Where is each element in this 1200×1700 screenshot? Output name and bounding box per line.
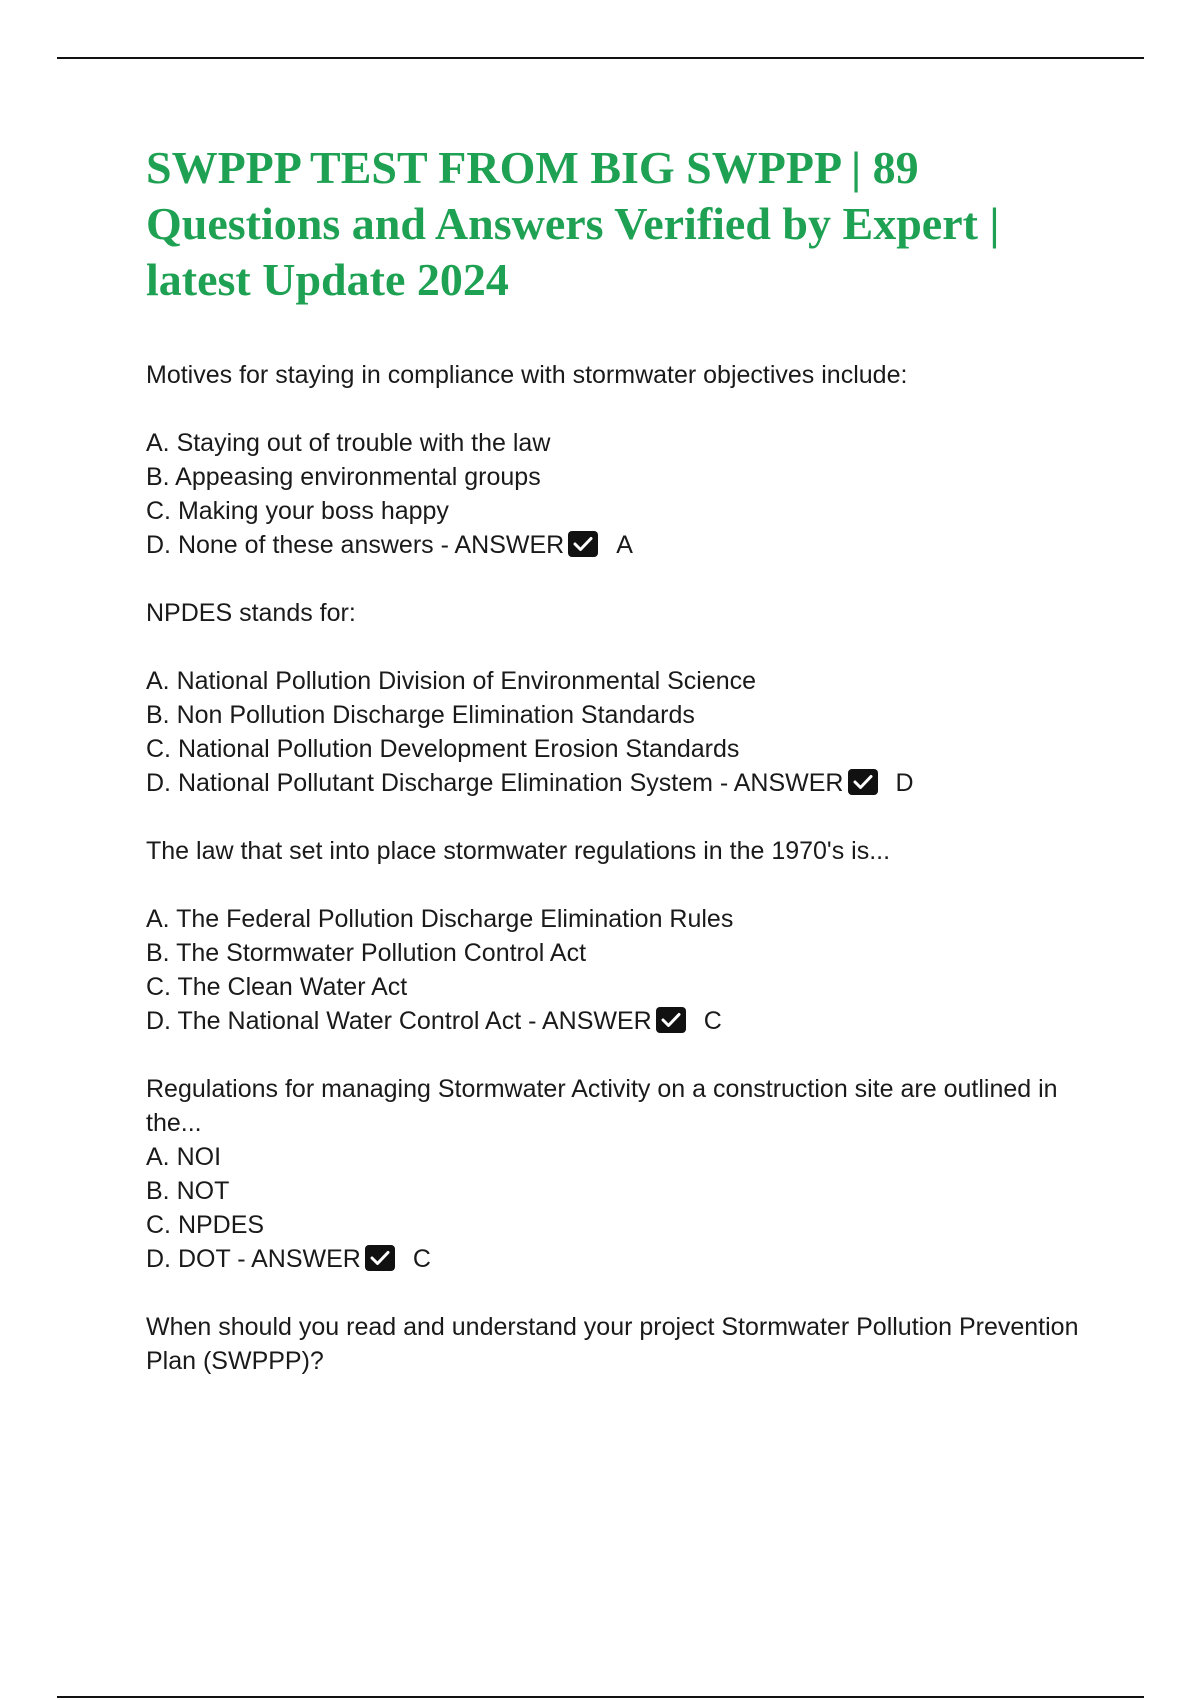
checkbox-checked-icon <box>568 531 598 557</box>
question-text: When should you read and understand your project Stormwater Pollution Prevention Plan (SWPPP)? <box>146 1313 1079 1375</box>
option-c: C. National Pollution Development Erosion Standards <box>146 735 740 763</box>
answer-letter: D <box>895 769 914 797</box>
option-d <box>146 528 1086 562</box>
option-b: B. The Stormwater Pollution Control Act <box>146 939 587 967</box>
bottom-rule <box>57 1696 1144 1698</box>
option-d-text: D. The National Water Control Act - ANSWER <box>146 1007 652 1035</box>
option-c: C. Making your boss happy <box>146 497 449 525</box>
option-a: A. The Federal Pollution Discharge Elimination Rules <box>146 905 734 933</box>
option-d-text: D. None of these answers - ANSWER <box>146 531 565 559</box>
option-d <box>146 1004 1086 1038</box>
question-text: Motives for staying in compliance with stormwater objectives include: <box>146 361 908 389</box>
question-text: Regulations for managing Stormwater Activity on a construction site are outlined in the... <box>146 1075 1058 1137</box>
answer-letter: A <box>616 531 633 559</box>
question-text: The law that set into place stormwater regulations in the 1970's is... <box>146 837 891 865</box>
document-body <box>146 140 1086 1378</box>
document-title: SWPPP TEST FROM BIG SWPPP | 89 Questions and Answers Verified by Expert | latest Update 2024 <box>146 142 1000 305</box>
option-b: B. Appeasing environmental groups <box>146 463 541 491</box>
option-c: C. The Clean Water Act <box>146 973 408 1001</box>
question-text: NPDES stands for: <box>146 599 356 627</box>
question-1 <box>146 358 1086 562</box>
answer-letter: C <box>703 1007 722 1035</box>
option-d-text: D. National Pollutant Discharge Elimination System - ANSWER <box>146 769 844 797</box>
answer-letter: C <box>412 1245 431 1273</box>
checkbox-checked-icon <box>656 1007 686 1033</box>
option-d <box>146 766 1086 800</box>
option-a: A. NOI <box>146 1143 222 1171</box>
question-5 <box>146 1310 1086 1378</box>
option-b: B. NOT <box>146 1177 230 1205</box>
option-d <box>146 1242 1086 1276</box>
checkbox-checked-icon <box>848 769 878 795</box>
option-d-text: D. DOT - ANSWER <box>146 1245 361 1273</box>
question-4 <box>146 1072 1086 1276</box>
option-a: A. National Pollution Division of Environmental Science <box>146 667 757 695</box>
question-3 <box>146 834 1086 1038</box>
question-2 <box>146 596 1086 800</box>
option-c: C. NPDES <box>146 1211 265 1239</box>
checkbox-checked-icon <box>365 1245 395 1271</box>
option-a: A. Staying out of trouble with the law <box>146 429 551 457</box>
option-b: B. Non Pollution Discharge Elimination Standards <box>146 701 695 729</box>
top-rule <box>57 57 1144 59</box>
